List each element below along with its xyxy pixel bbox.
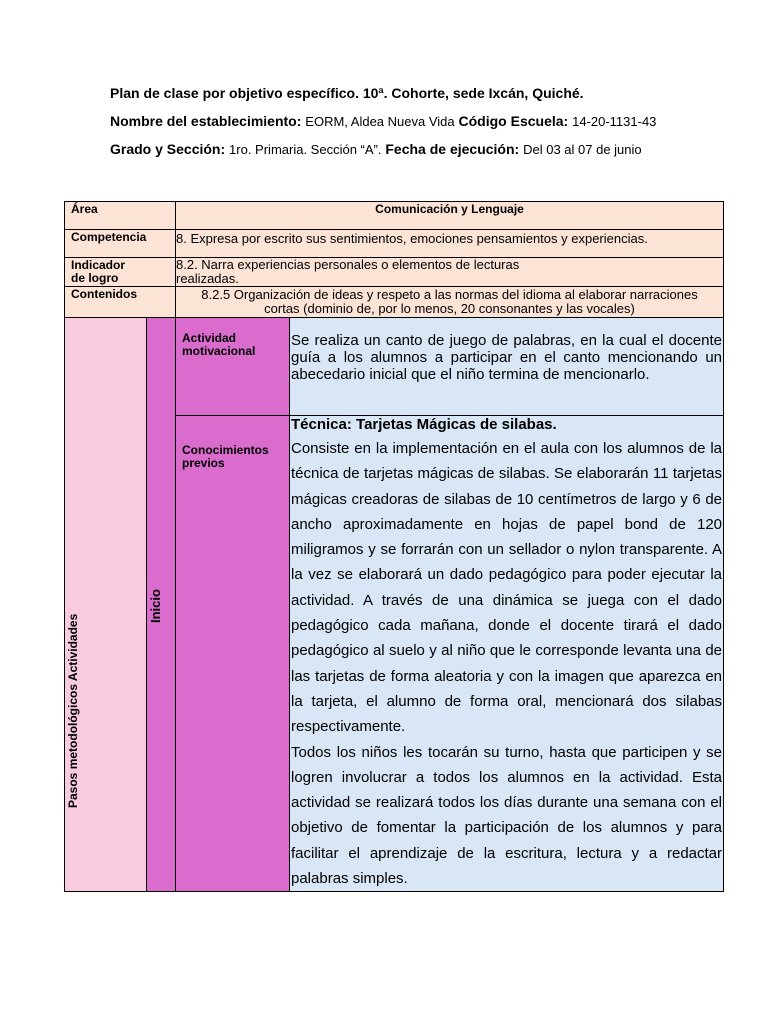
tecnica-paragraph-1: Consiste en la implementación en el aula con los alumnos de la técnica de tarjetas mágicas de silabas. Se elaborarán 11 tarjetas mágicas creadoras de silabas de 10 centímetros de largo y 6 de ancho aproximadamente en hojas de papel bond de 120 miligramos y se forrarán con un sellador o nylon transparente. A la vez se elaborará un dado pedagógico para poder ejecutar la actividad. A través de una dinámica se juega con el dado pedagógico cada mañana, donde el docente tirará el dado pedagógico al suelo y al niño que le corresponde levanta una de las tarjetas de forma aleatoria y con la imagen que aparezca en la tarjeta, el alumno de forma oral, mencionará dos silabas respectivamente. [291, 440, 723, 736]
conocimientos-previos-label: Conocimientos previos [182, 443, 269, 470]
area-value: Comunicación y Lenguaje [375, 202, 524, 216]
indicador-label-line-1: Indicador [71, 258, 126, 272]
establishment-value: EORM, Aldea Nueva Vida [305, 114, 455, 129]
inicio-label: Inicio [148, 589, 163, 623]
date-value: Del 03 al 07 de junio [523, 142, 642, 157]
actividad-motivacional-label: Actividad motivacional [182, 331, 256, 358]
row-indicador [65, 258, 724, 287]
document-title: Plan de clase por objetivo específico. 10ª. Cohorte, sede Ixcán, Quiché. [110, 85, 584, 101]
competencia-label: Competencia [71, 230, 147, 244]
school-code-value: 14-20-1131-43 [572, 114, 657, 129]
row-competencia [65, 230, 724, 258]
grade-label: Grado y Sección: [110, 141, 226, 157]
lesson-plan-table [64, 201, 724, 892]
competencia-value: 8. Expresa por escrito sus sentimientos, emociones pensamientos y experiencias. [176, 231, 648, 246]
indicador-value-line-2: realizadas. [176, 271, 239, 286]
school-code-label: Código Escuela: [458, 113, 569, 129]
tecnica-paragraph-2: Todos los niños les tocarán su turno, hasta que participen y se logren involucrar a todos los alumnos en la actividad. Esta actividad se realizará todos los días durante una semana con el objetivo de fomentar la participación de los alumnos y para facilitar el aprendizaje de la escritura, lectura y a redactar palabras simples. [291, 743, 723, 888]
row-actividad-motivacional [65, 318, 724, 416]
grade-value: 1ro. Primaria. Sección “A”. [229, 142, 382, 157]
establishment-label: Nombre del establecimiento: [110, 113, 302, 129]
area-label: Área [71, 202, 98, 216]
row-contenidos [65, 287, 724, 318]
indicador-value-line-1: 8.2. Narra experiencias personales o elementos de lecturas [176, 257, 520, 272]
pasos-metodologicos-label: Pasos metodológicos Actividades [66, 613, 80, 808]
actividad-motivacional-text: Se realiza un canto de juego de palabras, en la cual el docente guía a los alumnos a participar en el canto mencionando un abecedario inicial que el niño termina de mencionarlo. [291, 332, 723, 383]
grade-line [110, 141, 680, 158]
tecnica-title: Técnica: Tarjetas Mágicas de silabas. [291, 416, 557, 433]
date-label: Fecha de ejecución: [385, 141, 520, 157]
establishment-line [110, 113, 656, 130]
indicador-label [65, 258, 175, 285]
row-area [65, 202, 724, 230]
contenidos-value-line-2: cortas (dominio de, por lo menos, 20 consonantes y las vocales) [264, 301, 635, 316]
contenidos-label: Contenidos [71, 287, 137, 301]
contenidos-value [176, 287, 723, 316]
indicador-value [176, 258, 723, 286]
indicador-label-line-2: de logro [71, 271, 119, 285]
contenidos-value-line-1: 8.2.5 Organización de ideas y respeto a las normas del idioma al elaborar narraciones [201, 287, 698, 302]
